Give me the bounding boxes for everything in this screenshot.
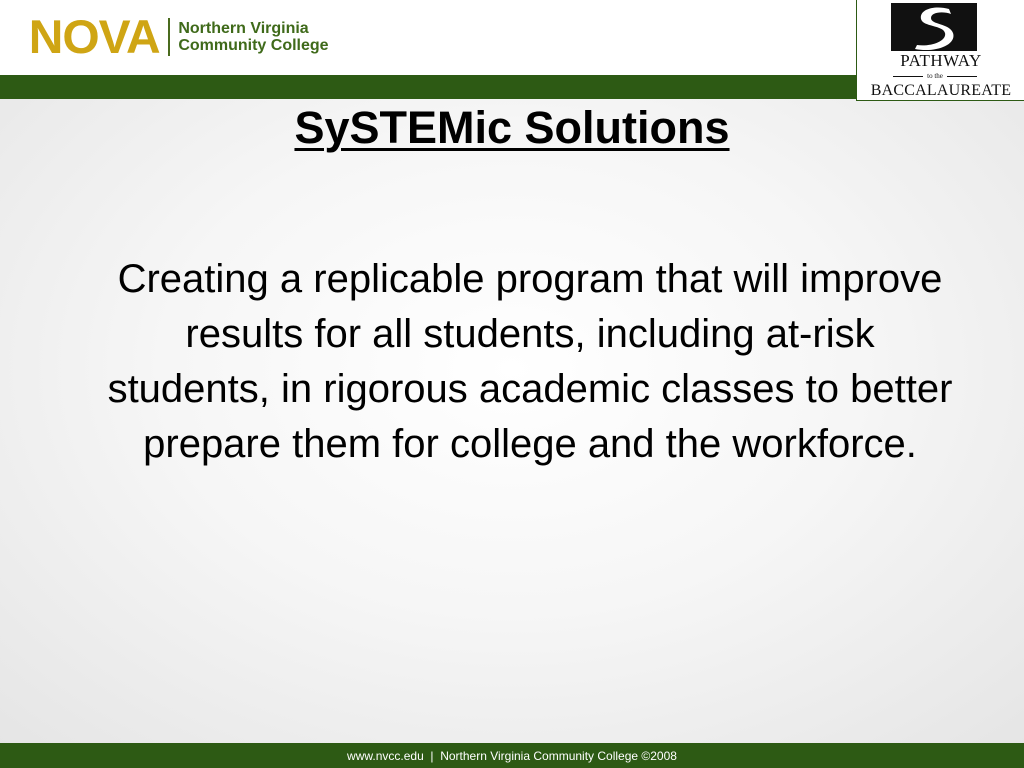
footer-text: www.nvcc.edu | Northern Virginia Community College ©2008 xyxy=(347,748,677,763)
tothe-text: to the xyxy=(927,72,943,80)
slide-title: SySTEMic Solutions xyxy=(294,102,730,153)
footer-bar xyxy=(0,743,1024,768)
slide-body-text: Creating a replicable program that will improve results for all students, including at-risk students, in rigorous academic classes to better prepare them for college and the workforce. xyxy=(107,257,953,466)
nova-wordmark: NOVA xyxy=(28,10,160,63)
header-green-bar xyxy=(0,75,856,99)
pathway-word: PATHWAY xyxy=(900,51,982,70)
pathway-logo xyxy=(856,0,1024,101)
tothe-rule-right xyxy=(947,76,977,77)
college-name-line1: Northern Virginia xyxy=(178,20,309,37)
pathway-s-mark-icon xyxy=(891,3,977,51)
nova-logo xyxy=(28,10,329,63)
baccalaureate-word: BACCALAUREATE xyxy=(870,82,1012,99)
college-name-line2: Community College xyxy=(178,37,329,54)
tothe-rule-left xyxy=(893,76,923,77)
logo-divider xyxy=(168,18,170,56)
college-name xyxy=(178,20,328,54)
pathway-tothe xyxy=(893,72,977,80)
